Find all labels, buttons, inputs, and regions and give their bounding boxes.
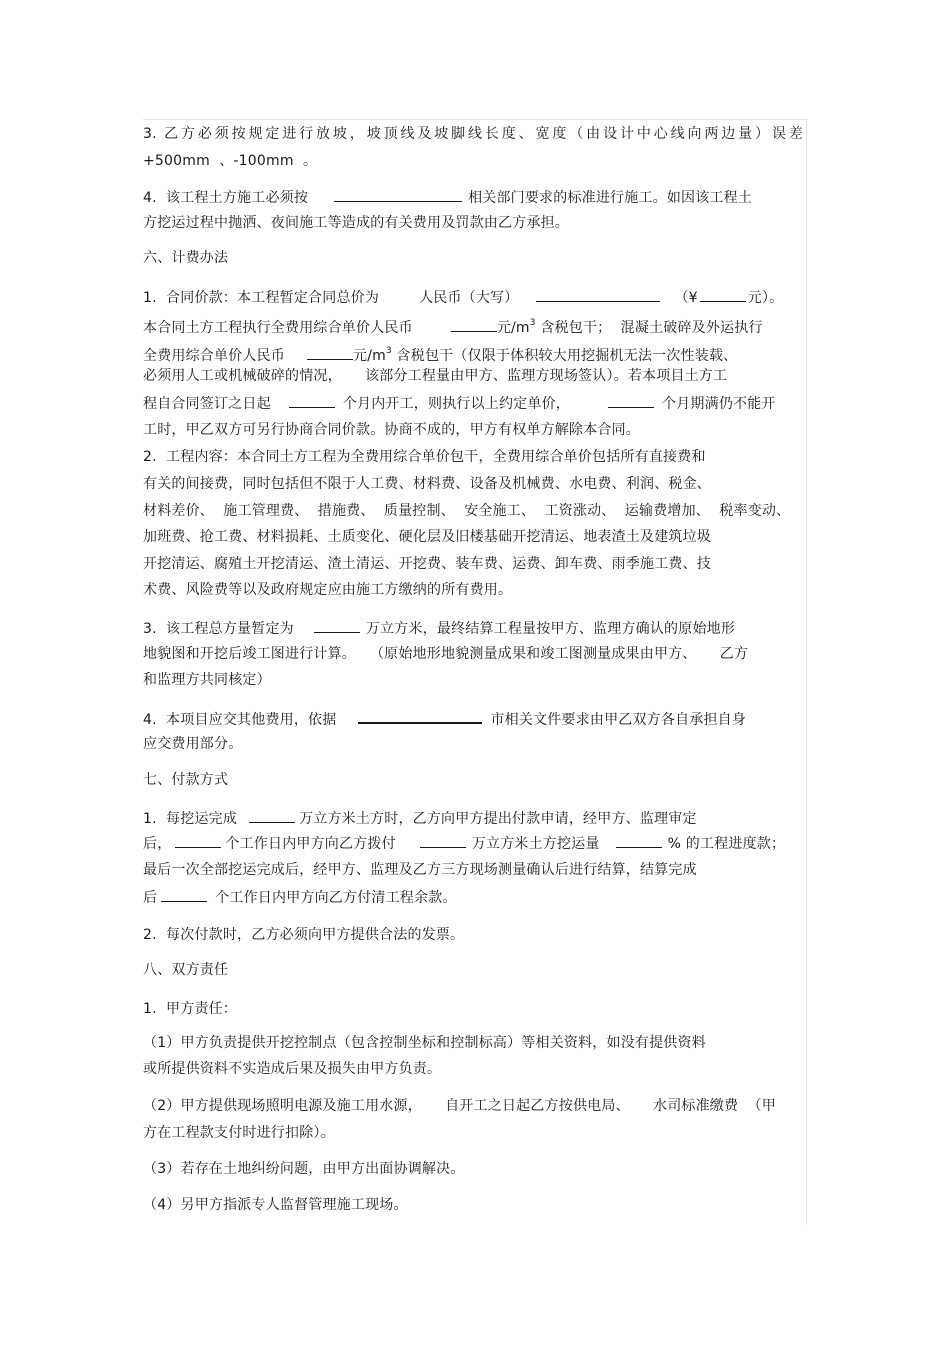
text-span: 个工作日内甲方向乙方付清工程余款。 [215,890,457,906]
text-span: 3. 该工程总方量暂定为 [143,621,294,637]
text-span: 万立方米，最终结算工程量按甲方、监理方确认的原始地形 [365,621,736,637]
blank-field [358,708,482,724]
paragraph-line: 2. 工程内容：本合同土方工程为全费用综合单价包干，全费用综合单价包括所有直接费和 [143,449,706,465]
blank-field [420,833,466,848]
paragraph-line: 应交费用部分。 [143,736,243,752]
paragraph-line: 开挖清运、腐殖土开挖清运、渣土清运、开挖费、装车费、运费、卸车费、雨季施工费、技 [143,556,711,572]
paragraph-line [143,393,776,414]
text-span: 元/m [496,320,530,336]
text-span: 含税包干（仅限于体积较大用挖掘机无法一次性装载、 [391,348,738,364]
text-span: 市相关文件要求由甲乙双方各自承担自身 [490,712,747,728]
text-span: 4. 该工程土方施工必须按 [143,190,309,206]
text-span: 万立方米土方挖运量 [471,836,600,852]
text-span: （¥ [674,290,698,306]
text-span: 1. 合同价款：本工程暂定合同总价为 [143,290,380,306]
paragraph-line [143,313,763,338]
paragraph-line: 材料差价、 施工管理费、 措施费、 质量控制、 安全施工、 工资涨动、 运输费增加、 税率变动、 [143,503,791,519]
paragraph-line: +500mm 、-100mm 。 [143,153,318,169]
paragraph-line [143,887,457,908]
paragraph-line: （2）甲方提供现场照明电源及施工用水源， 自开工之日起乙方按供电局、 水司标准缴费 （甲 [143,1098,776,1114]
paragraph-line: 有关的间接费，同时包括但不限于人工费、材料费、设备及机械费、水电费、利润、税金、 [143,476,711,492]
paragraph-line [143,618,735,639]
text-span: 万立方米土方时，乙方向甲方提出付款申请，经甲方、监理审定 [299,811,697,827]
text-span: 个工作日内甲方向乙方拨付 [225,836,396,852]
blank-field [700,287,746,302]
paragraph-line: 或所提供资料不实造成后果及损失由甲方负责。 [143,1061,442,1077]
blank-field [314,618,360,633]
blank-field [536,287,660,302]
blank-field [175,833,221,848]
text-span: 元/m [353,348,386,364]
paragraph-line [143,341,737,366]
text-span: % 的工程进度款； [667,836,786,852]
text-span: 全费用综合单价人民币 [143,348,285,364]
paragraph-line: （3）若存在土地纠纷问题，由甲方出面协调解决。 [143,1161,465,1177]
text-span: 4. 本项目应交其他费用，依据 [143,712,337,728]
page-border-top [143,119,807,120]
paragraph-line: 地貌图和开挖后竣工图进行计算。 （原始地形地貌测量成果和竣工图测量成果由甲方、 乙方 [143,646,749,662]
paragraph-line: 工时，甲乙双方可另行协商合同价款。协商不成的，甲方有权单方解除本合同。 [143,422,640,438]
paragraph-line [143,833,785,854]
paragraph-line: 2. 每次付款时，乙方必须向甲方提供合法的发票。 [143,927,465,943]
text-span: 后 [143,890,158,906]
text-span: 含税包干； 混凝土破碎及外运执行 [535,320,763,336]
paragraph-line: 最后一次全部挖运完成后，经甲方、监理及乙方三方现场测量确认后进行结算，结算完成 [143,862,697,878]
blank-field [307,345,353,360]
blank-field [289,393,335,408]
superscript: 3 [385,346,392,356]
text-span: 相关部门要求的标准进行施工。如因该工程土 [468,190,753,206]
paragraph-line [143,708,746,730]
paragraph-line: （4）另甲方指派专人监督管理施工现场。 [143,1197,408,1213]
page-border-right [806,119,807,1225]
paragraph-line: 术费、风险费等以及政府规定应由施工方缴纳的所有费用。 [143,582,513,598]
text-span: 1. 每挖运完成 [143,811,238,827]
paragraph-line [143,808,697,829]
section-heading: 八、双方责任 [143,962,229,978]
paragraph-line: （1）甲方负责提供开挖控制点（包含控制坐标和控制标高）等相关资料，如没有提供资料 [143,1035,706,1051]
blank-field [249,808,295,823]
blank-field [161,887,207,902]
paragraph-line: 3. 乙方必须按规定进行放坡，坡顶线及坡脚线长度、宽度（由设计中心线向两边量）误差 [143,126,803,142]
paragraph-line: 方在工程款支付时进行扣除）。 [143,1125,335,1141]
paragraph-line [143,187,752,208]
paragraph-line: 必须用人工或机械破碎的情况， 该部分工程量由甲方、监理方现场签认）。若本项目土方工 [143,368,728,384]
text-span: 程自合同签订之日起 [143,396,271,412]
section-heading: 七、付款方式 [143,772,229,788]
blank-field [334,187,462,202]
blank-field [616,833,662,848]
paragraph-line: 方挖运过程中抛洒、夜间施工等造成的有关费用及罚款由乙方承担。 [143,215,569,231]
text-span: 个月内开工，则执行以上约定单价， [342,396,571,412]
paragraph-line [143,287,783,308]
section-heading: 六、计费办法 [143,250,229,266]
superscript: 3 [529,318,536,328]
blank-field [608,393,654,408]
text-span: 后， [143,836,172,852]
paragraph-line: 和监理方共同核定） [143,672,271,688]
text-span: 本合同土方工程执行全费用综合单价人民币 [143,320,413,336]
paragraph-line: 加班费、抢工费、材料损耗、土质变化、硬化层及旧楼基础开挖清运、地表渣土及建筑垃圾 [143,529,711,545]
text-span: 个月期满仍不能开 [662,396,776,412]
text-span: 人民币（大写） [419,290,519,306]
paragraph-line: 1. 甲方责任： [143,1001,238,1017]
blank-field [451,317,497,332]
text-span: 元）。 [747,290,784,306]
